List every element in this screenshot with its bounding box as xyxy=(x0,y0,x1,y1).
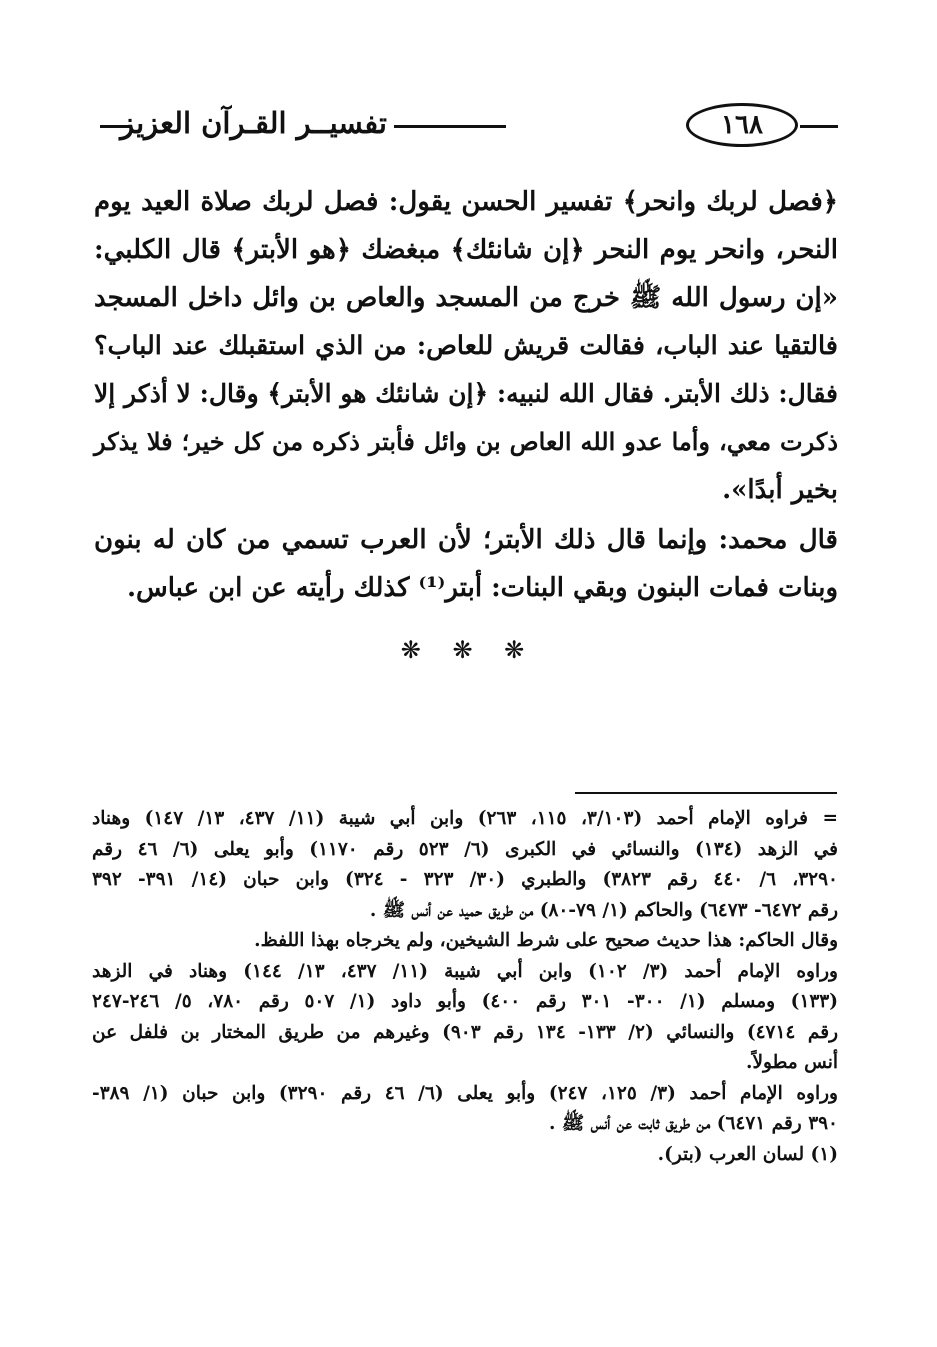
footnote-line: في الزهد (١٣٤) والنسائي في الكبرى (٦/ ٥٢٣ رقم ١١٧٠) وأبو يعلى (٦/ ٤٦ رقم xyxy=(92,838,839,860)
text-line: قال محمد: وإنما قال ذلك الأبتر؛ لأن العرب تسمي من كان له بنون xyxy=(94,525,838,555)
text-line: ﴿فصل لربك وانحر﴾ تفسير الحسن يقول: فصل لربك صلاة العيد يوم xyxy=(94,187,839,217)
page-header xyxy=(100,98,838,154)
footnote-line: ٣٩٠ رقم ٦٤٧١) من طريق ثابت عن أنس ﷺ . xyxy=(549,1113,838,1134)
footnote-line: وراوه الإمام أحمد (٣/ ١٢٥، ٢٤٧) وأبو يعلى (٦/ ٤٦ رقم ٣٢٩٠) وابن حبان (١/ ٣٨٩- xyxy=(92,1082,838,1104)
main-text xyxy=(94,178,838,612)
text-line: فقال: ذلك الأبتر. فقال الله لنبيه: ﴿إن شانئك هو الأبتر﴾ وقال: لا أذكر إلا xyxy=(94,379,838,408)
text-line: وبنات فمات البنون وبقي البنات: أبتر⁽¹⁾ كذلك رأيته عن ابن عباس. xyxy=(126,573,838,603)
text-line: «إن رسول الله ﷺ خرج من المسجد والعاص بن وائل داخل المسجد xyxy=(94,283,838,313)
page-number: ١٦٨ xyxy=(686,103,798,147)
footnote-line: وراوه الإمام أحمد (٣/ ١٠٢) وابن أبي شيبة (١١/ ٤٣٧، ١٣/ ١٤٤) وهناد في الزهد xyxy=(92,960,838,982)
footnote-line: وقال الحاكم: هذا حديث صحيح على شرط الشيخين، ولم يخرجاه بهذا اللفظ. xyxy=(254,930,838,951)
section-separator: ❋ ❋ ❋ xyxy=(400,636,537,664)
footnote-line: رقم ٦٤٧٢- ٦٤٧٣) والحاكم (١/ ٧٩-٨٠) من طريق حميد عن أنس ﷺ . xyxy=(369,899,838,921)
footnote-line: (١٣٣) ومسلم (١/ ٣٠٠- ٣٠١ رقم ٤٠٠) وأبو داود (١/ ٥٠٧ رقم ٧٨٠، ٥/ ٢٤٦-٢٤٧ xyxy=(92,991,839,1012)
footnote-line: ٣٢٩٠، ٦/ ٤٤٠ رقم ٣٨٢٣) والطبري (٣٠/ ٣٢٣ - ٣٢٤) وابن حبان (١٤/ ٣٩١- ٣٩٢ xyxy=(92,869,838,890)
header-rule-right xyxy=(800,125,838,128)
text-line: النحر، وانحر يوم النحر ﴿إن شانئك﴾ مبغضك ﴿هو الأبتر﴾ قال الكلبي: xyxy=(94,235,838,265)
text-line: ذكرت معي، وأما عدو الله العاص بن وائل فأبتر ذكره من كل خير؛ فلا يذكر xyxy=(94,427,839,456)
footnote-line: = فراوه الإمام أحمد (٣/١٠٣، ١١٥، ٢٦٣) وابن أبي شيبة (١١/ ٤٣٧، ١٣/ ١٤٧) وهناد xyxy=(92,808,838,829)
footnote-line: (١) لسان العرب (بتر). xyxy=(657,1143,838,1165)
running-title: تفسيــر القـرآن العزيز xyxy=(120,106,387,140)
text-line: فالتقيا عند الباب، فقالت قريش للعاص: من الذي استقبلك عند الباب؟ xyxy=(94,331,838,361)
footnotes xyxy=(92,804,838,1170)
footnote-line: رقم ٤٧١٤) والنسائي (٢/ ١٣٣- ١٣٤ رقم ٩٠٣) وغيرهم من طريق المختار بن فلفل عن xyxy=(92,1021,839,1043)
header-rule-middle xyxy=(394,125,506,128)
footnote-separator-rule xyxy=(575,792,837,794)
text-line: بخير أبدًا». xyxy=(722,475,838,505)
footnote-line: أنس مطولاً. xyxy=(746,1052,838,1073)
